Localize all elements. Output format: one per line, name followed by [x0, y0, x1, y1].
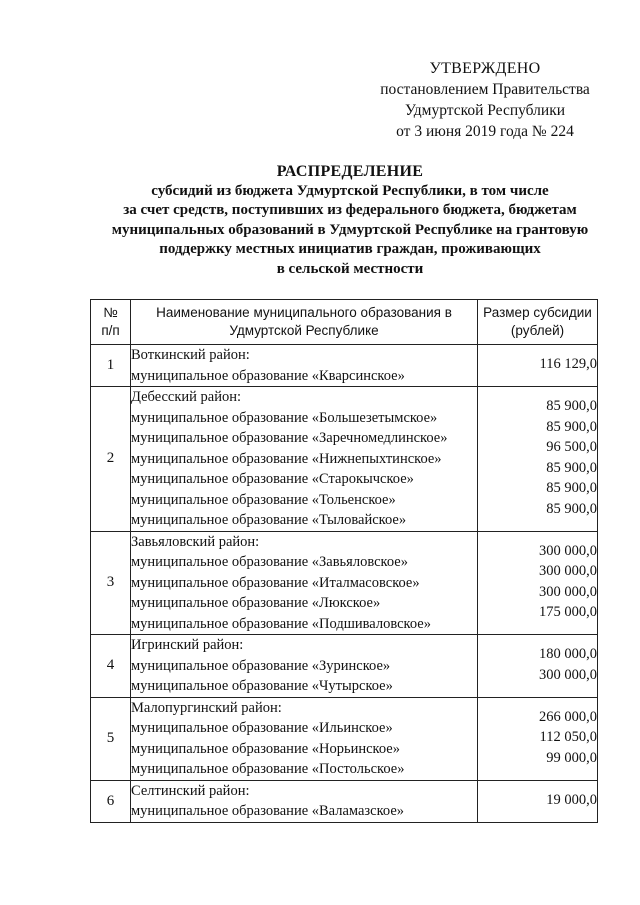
row-amounts — [478, 635, 598, 698]
table-row — [91, 697, 598, 780]
row-names — [131, 387, 478, 532]
subsidy-amount: 99 000,0 — [546, 749, 597, 766]
row-names — [131, 635, 478, 698]
row-names — [131, 345, 478, 387]
municipality-name: муниципальное образование «Зуринское» — [131, 657, 391, 674]
municipality-name: муниципальное образование «Валамазское» — [131, 803, 405, 819]
header-amount — [478, 300, 598, 345]
title-line-5: в сельской местности — [276, 260, 424, 277]
approval-line-3: от 3 июня 2019 года № 224 — [396, 123, 574, 140]
municipality-name: муниципальное образование «Нижнепыхтинское» — [131, 450, 442, 467]
subsidy-amount: 85 900,0 — [546, 398, 597, 415]
title-line-3: муниципальных образований в Удмуртской Республике на грантовую — [111, 221, 589, 238]
municipality-name: муниципальное образование «Норьинское» — [131, 740, 400, 757]
municipality-name: муниципальное образование «Большезетымское» — [131, 409, 438, 426]
header-name-line-2: Удмуртской Республике — [229, 323, 379, 338]
municipality-name: муниципальное образование «Постольское» — [131, 761, 405, 777]
subsidy-amount: 300 000,0 — [539, 563, 597, 580]
municipality-name: муниципальное образование «Люкское» — [131, 595, 381, 611]
subsidy-amount: 85 900,0 — [546, 500, 597, 517]
title-line-1: субсидий из бюджета Удмуртской Республики, в том числе — [151, 182, 549, 199]
row-number: 1 — [91, 345, 131, 387]
municipality-name: муниципальное образование «Ильинское» — [131, 720, 393, 736]
subsidy-amount: 175 000,0 — [539, 604, 597, 621]
approval-heading: УТВЕРЖДЕНО — [429, 60, 541, 77]
municipality-name: муниципальное образование «Италмасовское» — [131, 574, 420, 591]
municipality-name: муниципальное образование «Чутырское» — [131, 678, 393, 694]
header-name-line-1: Наименование муниципального образования в — [156, 305, 452, 320]
title-line-4: поддержку местных инициатив граждан, проживающих — [159, 241, 541, 258]
district-name: Дебесский район: — [131, 389, 242, 405]
subsidy-amount: 85 900,0 — [546, 418, 597, 435]
subsidy-amount: 116 129,0 — [539, 356, 597, 373]
district-name: Игринский район: — [131, 637, 244, 653]
row-names — [131, 697, 478, 780]
document-title — [80, 162, 620, 280]
distribution-table — [90, 299, 598, 823]
municipality-name: муниципальное образование «Тольенское» — [131, 491, 396, 508]
subsidy-amount: 180 000,0 — [539, 646, 597, 663]
row-number: 5 — [91, 697, 131, 780]
header-amount-line-2: (рублей) — [510, 323, 565, 338]
table-row — [91, 345, 598, 387]
approval-line-1: постановлением Правительства — [380, 81, 590, 98]
title-main: РАСПРЕДЕЛЕНИЕ — [276, 163, 424, 180]
district-name: Селтинский район: — [131, 782, 250, 799]
municipality-name: муниципальное образование «Тыловайское» — [131, 512, 407, 528]
row-amounts — [478, 387, 598, 532]
header-num-line-2: п/п — [101, 323, 120, 338]
row-number: 2 — [91, 387, 131, 532]
table-header-row — [91, 300, 598, 345]
subsidy-amount: 112 050,0 — [539, 729, 597, 746]
row-names — [131, 531, 478, 635]
municipality-name: муниципальное образование «Кварсинское» — [131, 367, 405, 384]
table-row — [91, 780, 598, 822]
row-amounts — [478, 345, 598, 387]
title-line-2: за счет средств, поступивших из федерального бюджета, бюджетам — [123, 202, 577, 219]
district-name: Воткинский район: — [131, 347, 250, 363]
table-body — [91, 345, 598, 823]
header-name — [131, 300, 478, 345]
municipality-name: муниципальное образование «Заречномедлинское» — [131, 430, 448, 446]
subsidy-amount: 300 000,0 — [539, 542, 597, 559]
subsidy-amount: 300 000,0 — [539, 583, 597, 600]
header-num — [91, 300, 131, 345]
approval-stamp — [370, 58, 600, 142]
subsidy-amount: 85 900,0 — [546, 480, 597, 497]
row-amounts — [478, 531, 598, 635]
subsidy-amount: 96 500,0 — [546, 439, 597, 456]
subsidy-amount: 85 900,0 — [546, 459, 597, 476]
header-num-line-1: № — [103, 305, 118, 320]
district-name: Малопургинский район: — [131, 699, 282, 716]
row-number: 3 — [91, 531, 131, 635]
municipality-name: муниципальное образование «Завьяловское» — [131, 554, 408, 570]
approval-line-2: Удмуртской Республики — [404, 102, 566, 119]
table-row — [91, 635, 598, 698]
row-names — [131, 780, 478, 822]
municipality-name: муниципальное образование «Подшиваловское» — [131, 615, 431, 632]
subsidy-amount: 266 000,0 — [539, 708, 597, 725]
municipality-name: муниципальное образование «Старокычское» — [131, 471, 414, 487]
header-amount-line-1: Размер субсидии — [483, 305, 592, 320]
row-amounts — [478, 697, 598, 780]
table-row — [91, 387, 598, 532]
table-row — [91, 531, 598, 635]
row-number: 6 — [91, 780, 131, 822]
district-name: Завьяловский район: — [131, 533, 260, 550]
subsidy-amount: 300 000,0 — [539, 666, 597, 683]
row-amounts — [478, 780, 598, 822]
row-number: 4 — [91, 635, 131, 698]
subsidy-amount: 19 000,0 — [546, 791, 597, 808]
